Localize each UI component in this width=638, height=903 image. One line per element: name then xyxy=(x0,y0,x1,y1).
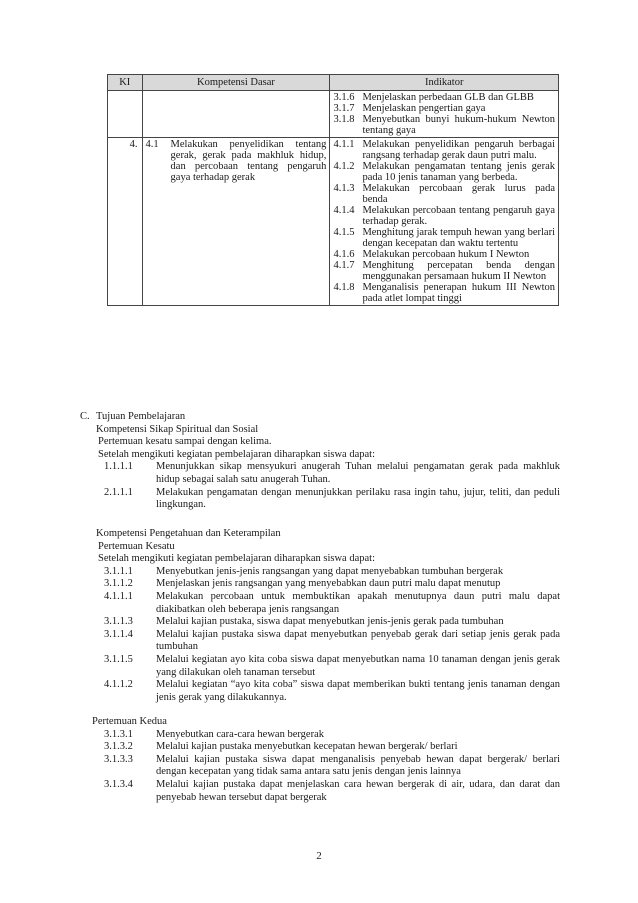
list-item: 4.1.1.2 Melalui kegiatan “ayo kita coba” siswa dapat memberikan bukti tentang jenis tanaman dengan jenis gerak yang dilakukannya. xyxy=(104,679,560,703)
indicator-item: 4.1.6 Melakukan percobaan hukum I Newton xyxy=(333,249,530,260)
section-heading: C. Tujuan Pembelajaran xyxy=(80,411,186,422)
list-item: 3.1.3.3 Melalui kajian pustaka siswa dapat menganalisis penyebab hewan dapat bergerak/ berlari dengan kecepatan yang tidak sama antara satu jenis dengan jenis lainnya xyxy=(104,753,560,778)
indicator-item: 4.1.8 Menganalisis penerapan hukum III Newton pada atlet lompat tinggi xyxy=(333,282,555,304)
indicator-cell xyxy=(330,91,559,138)
meeting-1-objectives xyxy=(80,566,560,705)
page-number: 2 xyxy=(316,850,322,862)
indicator-item: 4.1.7 Menghitung percepatan benda dengan menggunakan persamaan hukum II Newton xyxy=(333,260,555,282)
meeting-2-heading: Pertemuan Kedua xyxy=(92,716,167,727)
table-row xyxy=(108,138,559,306)
list-item: 3.1.1.4 Melalui kajian pustaka siswa dapat menyebutkan penyebab gerak dari setiap jenis gerak pada tumbuhan xyxy=(104,628,560,653)
list-item: 3.1.1.1 Menyebutkan jenis-jenis rangsangan yang dapat menyebabkan tumbuhan bergerak xyxy=(104,565,504,577)
list-item: 3.1.3.4 Melalui kajian pustaka dapat menjelaskan cara hewan bergerak di air, udara, dan darat dan penyebab hewan tersebut dapat bergerak xyxy=(104,778,560,803)
list-item: 3.1.3.2 Melalui kajian pustaka menyebutkan kecepatan hewan bergerak/ berlari xyxy=(104,741,458,753)
list-item: 2.1.1.1 Melakukan pengamatan dengan menunjukkan perilaku rasa ingin tahu, jujur, teliti, dan peduli lingkungan. xyxy=(104,486,560,511)
competency-table xyxy=(107,74,559,306)
list-item: 3.1.1.3 Melalui kajian pustaka, siswa dapat menyebutkan jenis-jenis gerak pada tumbuhan xyxy=(104,616,504,628)
indicator-item: 3.1.6 Menjelaskan perbedaan GLB dan GLBB xyxy=(333,92,534,103)
indicator-item: 3.1.7 Menjelaskan pengertian gaya xyxy=(333,103,486,114)
ki-cell-empty xyxy=(108,91,143,138)
indicator-item: 4.1.1 Melakukan penyelidikan pengaruh berbagai rangsang terhadap gerak daun putri malu. xyxy=(333,139,555,161)
meeting-2-section xyxy=(80,716,560,804)
list-item: 3.1.1.5 Melalui kegiatan ayo kita coba siswa dapat menyebutkan nama 10 tanaman dengan jenis gerak yang dilakukan oleh tanaman tersebut xyxy=(104,653,560,678)
meeting-range: Pertemuan kesatu sampai dengan kelima. xyxy=(98,436,272,448)
spiritual-heading: Kompetensi Sikap Spiritual dan Sosial xyxy=(96,423,259,435)
table-header-row xyxy=(108,75,559,91)
objectives-section xyxy=(80,411,560,512)
knowledge-section xyxy=(80,528,560,704)
indicator-item: 4.1.2 Melakukan pengamatan tentang jenis gerak pada 10 jenis tanaman yang berbeda. xyxy=(333,161,555,183)
meeting-2-objectives xyxy=(80,729,560,805)
ki-cell: 4. xyxy=(108,138,143,306)
kd-cell xyxy=(142,138,330,306)
header-ki: KI xyxy=(108,75,143,91)
list-item: 1.1.1.1 Menunjukkan sikap mensyukuri anugerah Tuhan melalui pengamatan gerak pada makhluk hidup sebagai salah satu anugerah Tuhan. xyxy=(104,461,560,485)
knowledge-heading: Kompetensi Pengetahuan dan Keterampilan xyxy=(96,528,281,539)
intro-text: Setelah mengikuti kegiatan pembelajaran diharapkan siswa dapat: xyxy=(98,448,375,460)
spiritual-objectives xyxy=(80,461,560,511)
header-indikator: Indikator xyxy=(330,75,559,91)
indicator-item: 3.1.8 Menyebutkan bunyi hukum-hukum Newton tentang gaya xyxy=(333,114,555,136)
kd-item: 4.1 Melakukan penyelidikan tentang gerak, gerak pada makhluk hidup, dan percobaan tentang pengaruh gaya terhadap gerak xyxy=(145,139,327,183)
intro-text: Setelah mengikuti kegiatan pembelajaran diharapkan siswa dapat: xyxy=(98,553,375,565)
kd-cell-empty xyxy=(142,91,330,138)
meeting-1-heading: Pertemuan Kesatu xyxy=(98,540,175,552)
table-row xyxy=(108,91,559,138)
indicator-item: 4.1.5 Menghitung jarak tempuh hewan yang berlari dengan kecepatan dan waktu tertentu xyxy=(333,227,555,249)
indicator-cell xyxy=(330,138,559,306)
indicator-item: 4.1.3 Melakukan percobaan gerak lurus pada benda xyxy=(333,183,555,205)
indicator-item: 4.1.4 Melakukan percobaan tentang pengaruh gaya terhadap gerak. xyxy=(333,205,555,227)
header-kd: Kompetensi Dasar xyxy=(142,75,330,91)
list-item: 3.1.3.1 Menyebutkan cara-cara hewan bergerak xyxy=(104,728,324,740)
list-item: 4.1.1.1 Melakukan percobaan untuk membuktikan apakah menutupnya daun putri malu dapat diakibatkan oleh beberapa jenis rangsangan xyxy=(104,590,560,615)
list-item: 3.1.1.2 Menjelaskan jenis rangsangan yang menyebabkan daun putri malu dapat menutup xyxy=(104,578,501,590)
